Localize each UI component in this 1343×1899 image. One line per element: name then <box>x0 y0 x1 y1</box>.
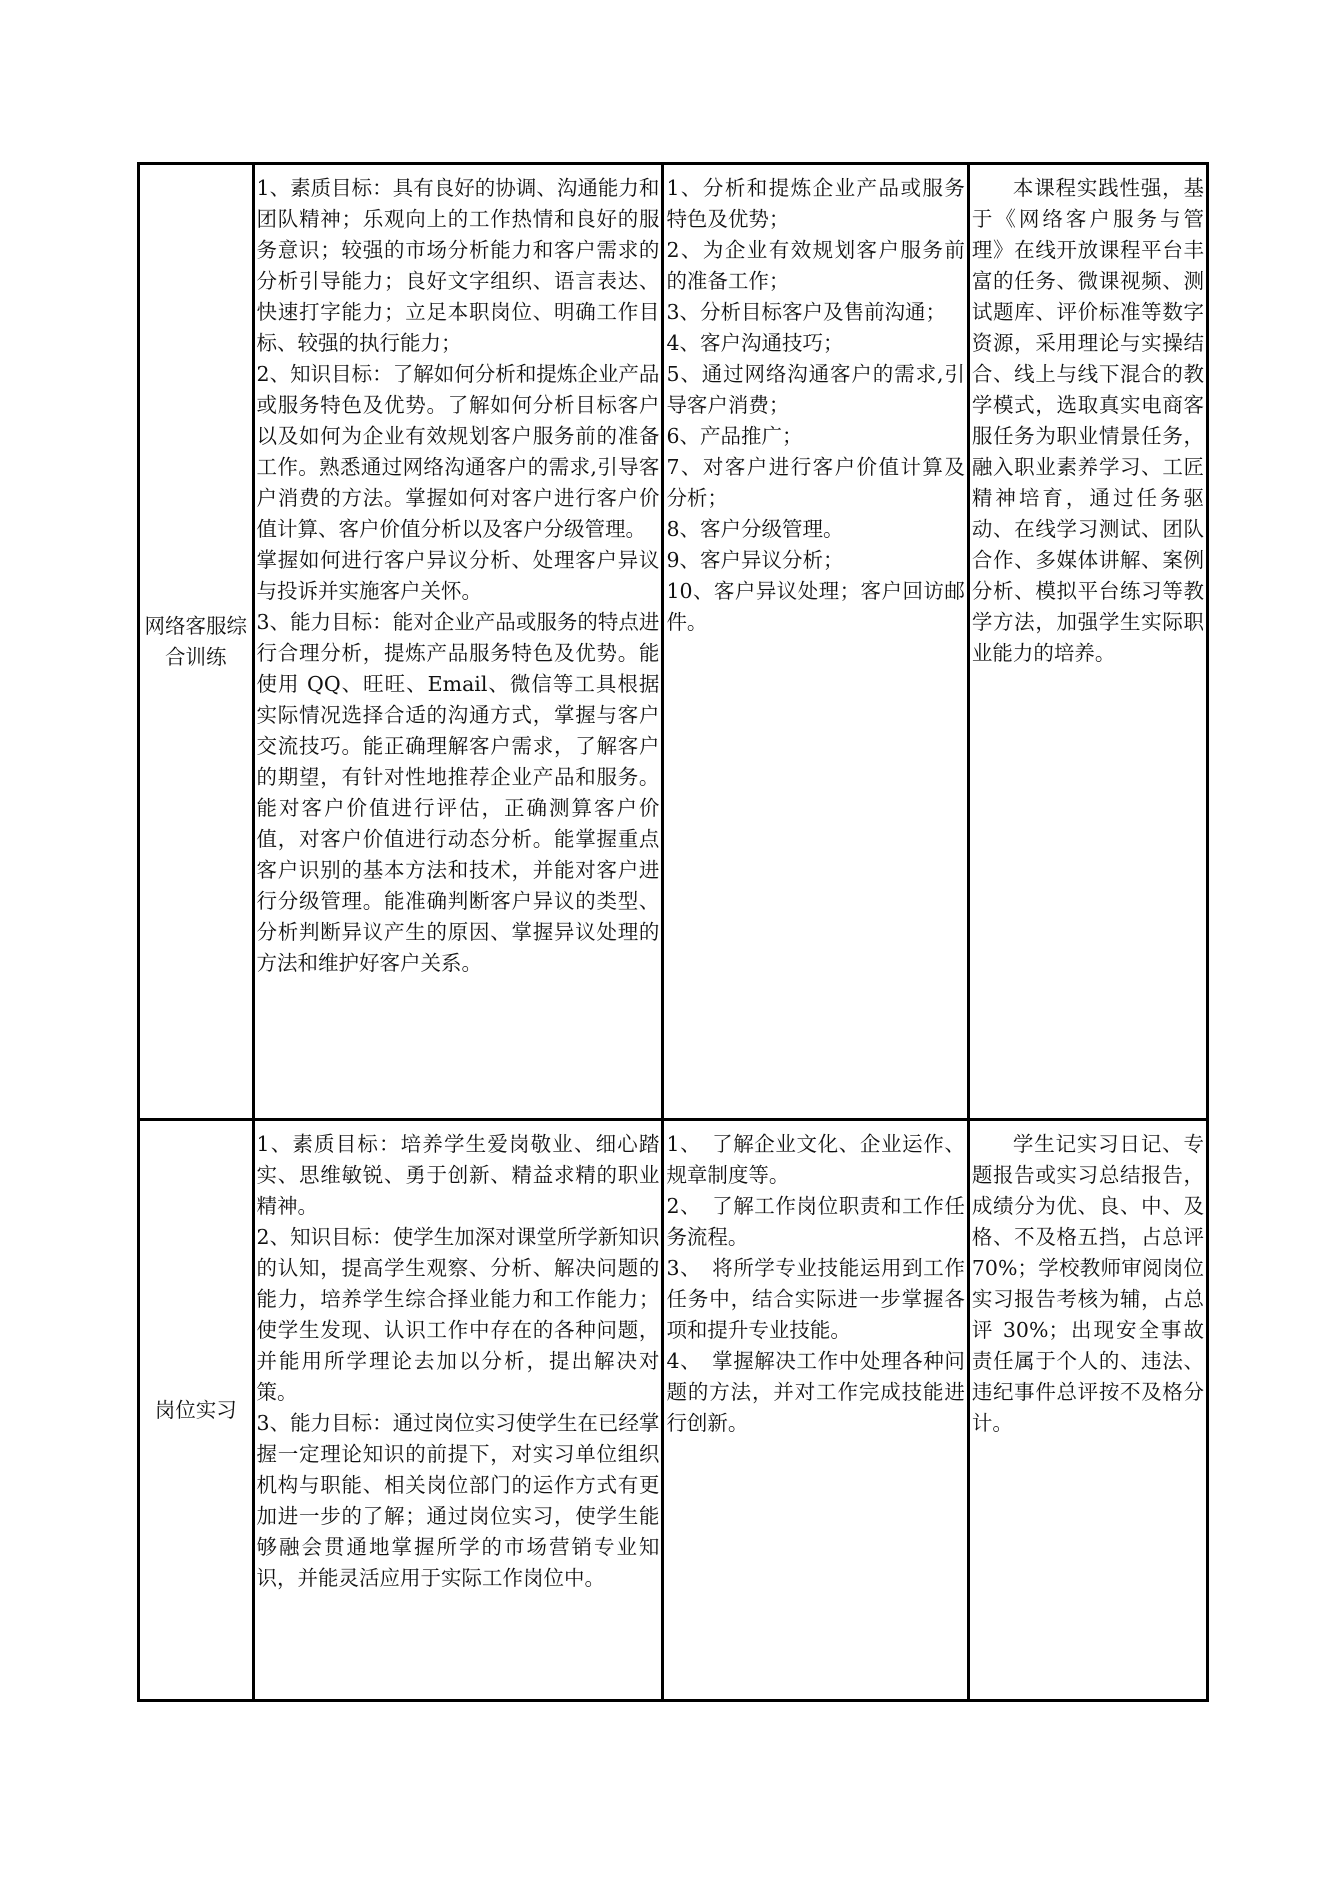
goal-item: 1、素质目标：具有良好的协调、沟通能力和团队精神；乐观向上的工作热情和良好的服务意识；较强的市场分析能力和客户需求的分析引导能力；良好文字组织、语言表达、快速打字能力；立足本职岗位、明确工作目标、较强的执行能力； <box>256 176 660 355</box>
curriculum-table <box>137 162 1209 1702</box>
goal-item: 1、素质目标：培养学生爱岗敬业、细心踏实、思维敏锐、勇于创新、精益求精的职业精神。 <box>256 1132 660 1218</box>
task-item: 4、客户沟通技巧； <box>666 331 844 355</box>
task-item: 9、客户异议分析； <box>666 548 844 572</box>
task-item: 5、通过网络沟通客户的需求,引导客户消费； <box>666 362 965 417</box>
goal-item: 3、能力目标：通过岗位实习使学生在已经掌握一定理论知识的前提下，对实习单位组织机构与职能、相关岗位部门的运作方式有更加进一步的了解；通过岗位实习，使学生能够融会贯通地掌握所学的市场营销专业知识，并能灵活应用于实际工作岗位中。 <box>256 1411 660 1590</box>
table-row <box>139 164 1208 1120</box>
goals-cell <box>253 164 663 1120</box>
course-name-cell <box>139 1120 254 1701</box>
course-name: 网络客服综合训练 <box>144 613 248 669</box>
table-row <box>139 1120 1208 1701</box>
task-item: 2、为企业有效规划客户服务前的准备工作； <box>666 238 965 293</box>
task-item: 7、对客户进行客户价值计算及分析； <box>666 455 965 510</box>
goals-cell <box>253 1120 663 1701</box>
course-name: 岗位实习 <box>154 1397 237 1422</box>
tasks-cell <box>663 1120 968 1701</box>
assessment-cell <box>968 1120 1207 1701</box>
assessment-text: 学生记实习日记、专题报告或实习总结报告，成绩分为优、良、中、及格、不及格五挡，占总评70%；学校教师审阅岗位实习报告考核为辅，占总评 30%；出现安全事故责任属于个人的、违法、违纪事件总评按不及格分计。 <box>971 1132 1204 1435</box>
course-name-cell <box>139 164 254 1120</box>
goal-item: 3、能力目标：能对企业产品或服务的特点进行合理分析，提炼产品服务特色及优势。能使用 QQ、旺旺、Email、微信等工具根据实际情况选择合适的沟通方式，掌握与客户交流技巧。能正确理解客户需求，了解客户的期望，有针对性地推荐企业产品和服务。能对客户价值进行评估，正确测算客户价值，对客户价值进行动态分析。能掌握重点客户识别的基本方法和技术，并能对客户进行分级管理。能准确判断客户异议的类型、分析判断异议产生的原因、掌握异议处理的方法和维护好客户关系。 <box>256 610 660 975</box>
goal-item: 2、知识目标：使学生加深对课堂所学新知识的认知，提高学生观察、分析、解决问题的能力，培养学生综合择业能力和工作能力；使学生发现、认识工作中存在的各种问题，并能用所学理论去加以分析，提出解决对策。 <box>256 1225 660 1404</box>
assessment-text: 本课程实践性强，基于《网络客户服务与管理》在线开放课程平台丰富的任务、微课视频、测试题库、评价标准等数字资源，采用理论与实操结合、线上与线下混合的教学模式，选取真实电商客服任务为职业情景任务，融入职业素养学习、工匠精神培育，通过任务驱动、在线学习测试、团队合作、多媒体讲解、案例分析、模拟平台练习等教学方法，加强学生实际职业能力的培养。 <box>971 176 1204 665</box>
task-item: 2、 了解工作岗位职责和工作任务流程。 <box>666 1194 965 1249</box>
task-item: 6、产品推广； <box>666 424 803 448</box>
task-item: 3、分析目标客户及售前沟通； <box>666 300 946 324</box>
task-item: 1、 了解企业文化、企业运作、规章制度等。 <box>666 1132 965 1187</box>
task-item: 4、 掌握解决工作中处理各种问题的方法，并对工作完成技能进行创新。 <box>666 1349 965 1435</box>
goal-item: 掌握如何进行客户异议分析、处理客户异议与投诉并实施客户关怀。 <box>256 548 660 603</box>
assessment-cell <box>968 164 1207 1120</box>
task-item: 10、客户异议处理；客户回访邮件。 <box>666 579 965 634</box>
task-item: 8、客户分级管理。 <box>666 517 844 541</box>
task-item: 1、分析和提炼企业产品或服务特色及优势； <box>666 176 965 231</box>
goal-item: 2、知识目标：了解如何分析和提炼企业产品或服务特色及优势。了解如何分析目标客户以及如何为企业有效规划客户服务前的准备工作。熟悉通过网络沟通客户的需求,引导客户消费的方法。掌握如何对客户进行客户价值计算、客户价值分析以及客户分级管理。 <box>256 362 660 541</box>
task-item: 3、 将所学专业技能运用到工作任务中，结合实际进一步掌握各项和提升专业技能。 <box>666 1256 965 1342</box>
tasks-cell <box>663 164 968 1120</box>
